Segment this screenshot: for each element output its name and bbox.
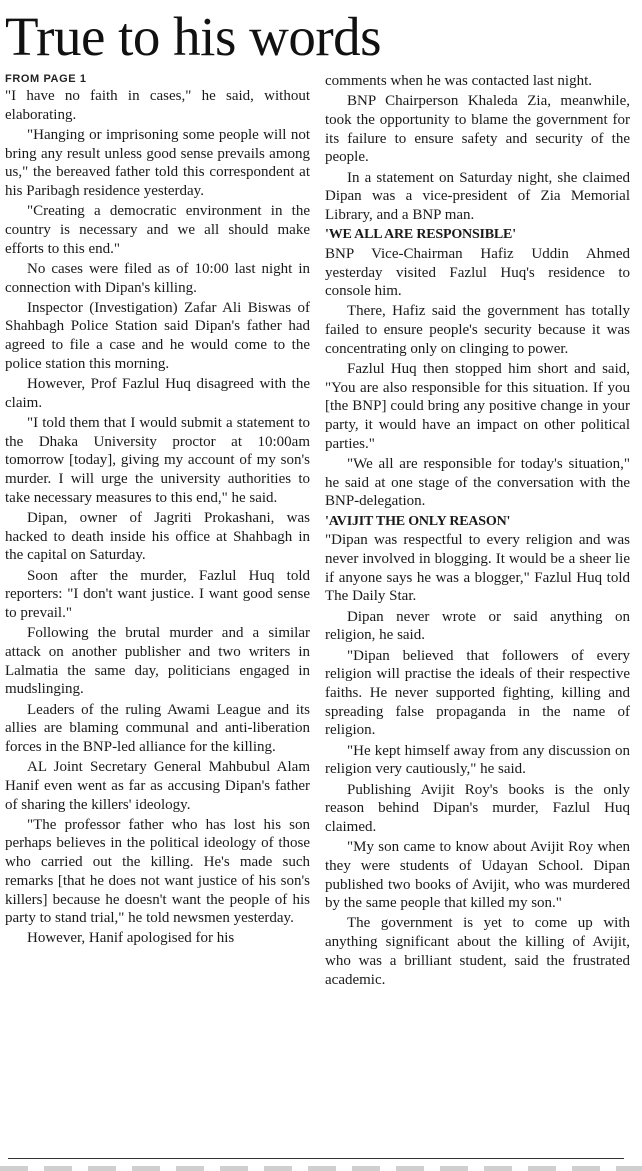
paragraph: BNP Chairperson Khaleda Zia, meanwhile, took the opportunity to blame the government for its failure to ensure safety and security of the people. — [325, 93, 630, 166]
paragraph: "Creating a democratic environment in the country is necessary and we all should make efforts to this end." — [5, 203, 310, 257]
paragraph: "I have no faith in cases," he said, without elaborating. — [5, 88, 310, 123]
paragraph: Fazlul Huq then stopped him short and said, "You are also responsible for this situation. If you [the BNP] could bring any positive change in your party, it would have an impact on other political parties." — [325, 361, 630, 452]
paragraph: "We all are responsible for today's situation," he said at one stage of the conversation with the BNP-delegation. — [325, 456, 630, 510]
paragraph: Soon after the murder, Fazlul Huq told reporters: "I don't want justice. I want good sense to prevail." — [5, 567, 310, 621]
paragraph: In a statement on Saturday night, she claimed Dipan was a vice-president of Zia Memorial Library, and a BNP man. — [325, 169, 630, 223]
clipped-next-article-strip — [0, 1166, 642, 1171]
paragraph: Dipan, owner of Jagriti Prokashani, was hacked to death inside his office at Shahbagh in the capital on Saturday. — [5, 509, 310, 564]
paragraph: No cases were filed as of 10:00 last night in connection with Dipan's killing. — [5, 260, 310, 296]
paragraph: Dipan never wrote or said anything on religion, he said. — [325, 608, 630, 644]
paragraph: "Hanging or imprisoning some people will not bring any result unless good sense prevails among us," the bereaved father told this correspondent at his Paribagh residence yesterday. — [5, 126, 310, 200]
subheading-avijit-the-only-reason: 'AVIJIT THE ONLY REASON' — [325, 513, 511, 529]
paragraph: There, Hafiz said the government has totally failed to ensure people's security because it was concentrating only on clinging to power. — [325, 303, 630, 357]
paragraph: BNP Vice-Chairman Hafiz Uddin Ahmed yesterday visited Fazlul Huq's residence to console him. — [325, 245, 630, 300]
paragraph: "My son came to know about Avijit Roy when they were students of Udayan School. Dipan published two books of Avijit, who was murdered by the same people that killed my son." — [325, 839, 630, 912]
bottom-rule — [8, 1158, 624, 1159]
article-column-left — [5, 72, 310, 950]
article-column-right — [325, 72, 630, 991]
paragraph: Inspector (Investigation) Zafar Ali Biswas of Shahbagh Police Station said Dipan's father had agreed to file a case and he would come to the police station this morning. — [5, 299, 310, 372]
paragraph: The government is yet to come up with anything significant about the killing of Avijit, who was a brilliant student, said the frustrated academic. — [325, 915, 630, 988]
paragraph: Following the brutal murder and a similar attack on another publisher and two writers in Lalmatia the same day, politicians engaged in mudslinging. — [5, 625, 310, 698]
paragraph: "Dipan was respectful to every religion and was never involved in blogging. It would be a sheer lie if anyone says he was a blogger," Fazlul Huq told The Daily Star. — [325, 532, 630, 605]
paragraph: However, Hanif apologised for his — [27, 930, 235, 947]
paragraph: "I told them that I would submit a statement to the Dhaka University proctor at 10:00am tomorrow [today], giving my account of my son's murder. I will urge the university authorities to take necessary measures to this end," he said. — [5, 414, 310, 506]
paragraph-continuation: comments when he was contacted last night. — [325, 73, 593, 89]
paragraph: Publishing Avijit Roy's books is the only reason behind Dipan's murder, Fazlul Huq claimed. — [325, 781, 630, 835]
subheading-we-all-are-responsible: 'WE ALL ARE RESPONSIBLE' — [325, 227, 516, 243]
paragraph: However, Prof Fazlul Huq disagreed with the claim. — [5, 376, 310, 411]
paragraph: Leaders of the ruling Awami League and its allies are blaming communal and anti-liberation forces in the BNP-led alliance for the killing. — [5, 701, 310, 755]
headline: True to his words — [5, 6, 382, 67]
paragraph: AL Joint Secretary General Mahbubul Alam Hanif even went as far as accusing Dipan's father of sharing the killers' ideology. — [5, 759, 310, 813]
paragraph: "He kept himself away from any discussion on religion very cautiously," he said. — [325, 742, 630, 778]
paragraph: "Dipan believed that followers of every religion will practise the ideals of their respective faiths. He never supported fighting, killing and spreading false propaganda in the name of religion. — [325, 647, 630, 739]
jump-kicker: FROM PAGE 1 — [5, 73, 87, 85]
paragraph: "The professor father who has lost his son perhaps believes in the political ideology of those who carried out the killing. He's made such remarks [that he does not want justice of his son's killers] because he doesn't want the people of his party to stand trial," he told newsmen yesterday. — [5, 816, 310, 927]
